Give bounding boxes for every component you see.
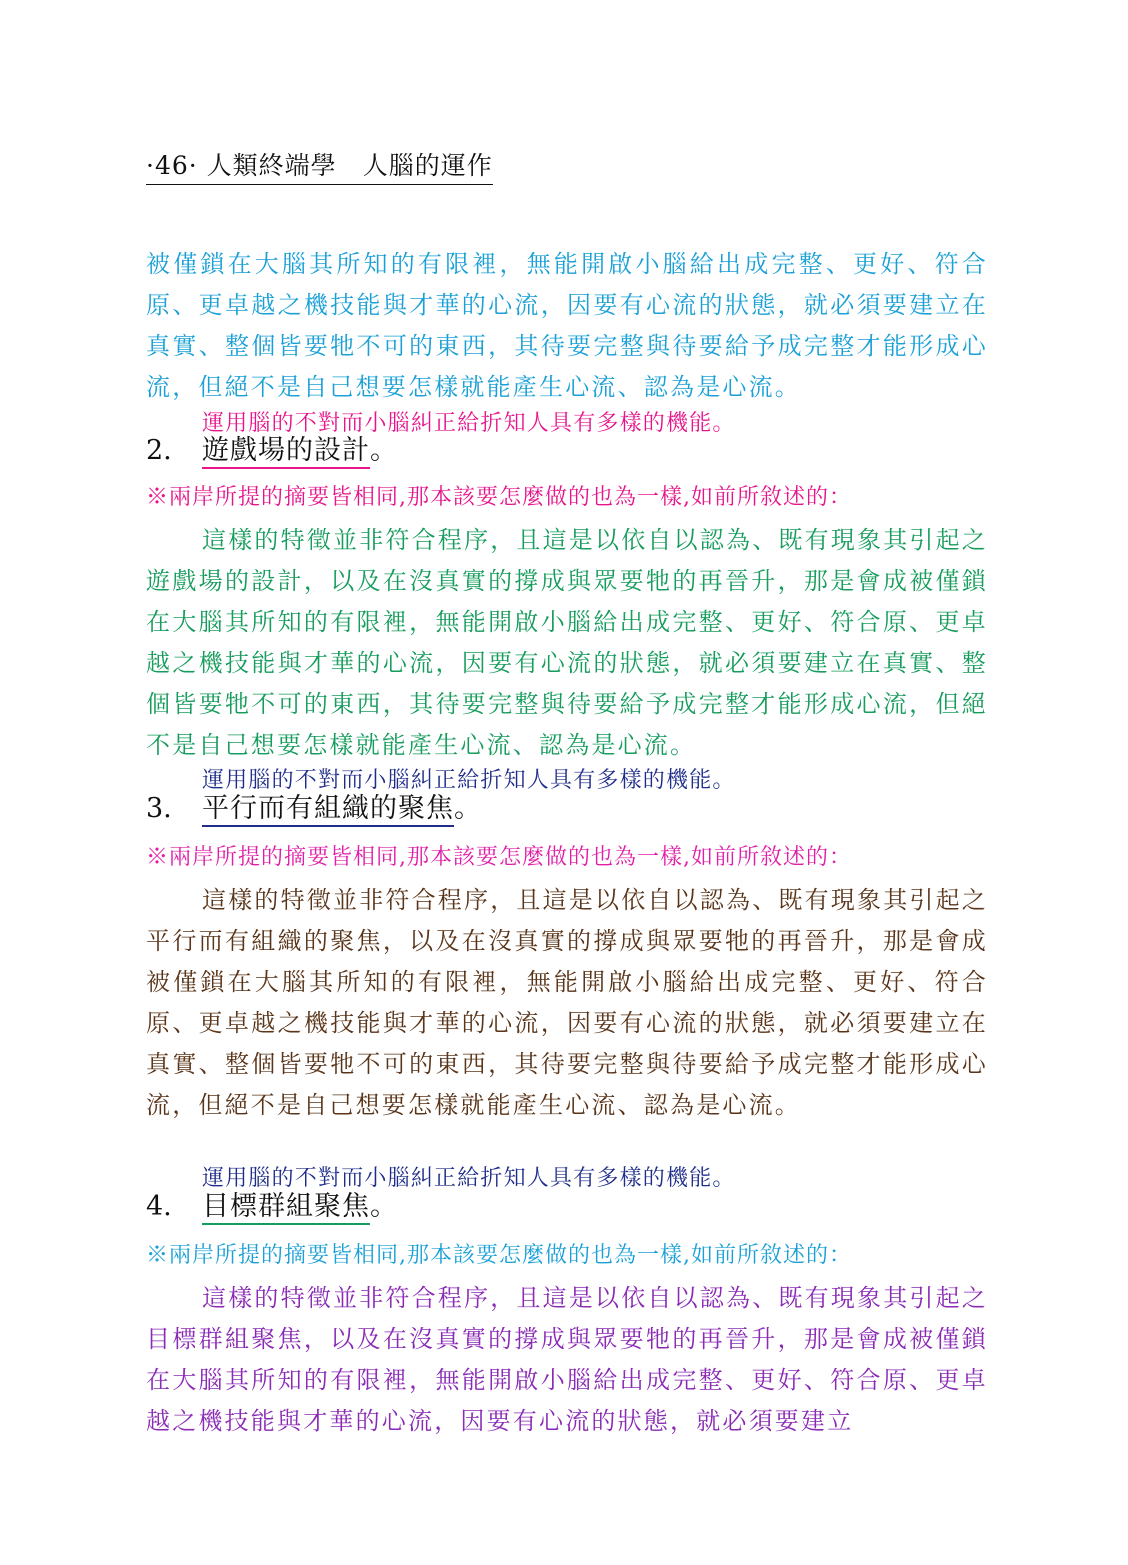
section-title: 遊戲場的設計	[202, 435, 370, 469]
reference-line: ※兩岸所提的摘要皆相同,那本該要怎麼做的也為一樣,如前所敘述的：	[146, 485, 852, 510]
section-note: 運用腦的不對而小腦糾正給折知人具有多樣的機能。	[202, 768, 736, 793]
section-number: 2.	[146, 435, 172, 466]
reference-line: ※兩岸所提的摘要皆相同,那本該要怎麼做的也為一樣,如前所敘述的：	[146, 1243, 852, 1268]
chapter-title: 人腦的運作	[362, 151, 493, 180]
book-title: 人類終端學	[206, 151, 337, 180]
section-heading-2: 2. 遊戲場的設計。	[146, 434, 397, 468]
section-body: 這樣的特徵並非符合程序，且這是以依自以認為、既有現象其引起之遊戲場的設計，以及在沒真實的撐成與眾要牠的再晉升，那是會成被僅鎖在大腦其所知的有限裡，無能開啟小腦給出成完整、更好、符合原、更卓越之機技能與才華的心流，因要有心流的狀態，就必須要建立在真實、整個皆要牠不可的東西，其待要完整與待要給予成完整才能形成心流，但絕不是自己想要怎樣就能產生心流、認為是心流。	[146, 526, 988, 759]
section-heading-4: 4. 目標群組聚焦。	[146, 1190, 397, 1224]
section-title: 平行而有組織的聚焦	[202, 793, 454, 827]
section-body: 這樣的特徵並非符合程序，且這是以依自以認為、既有現象其引起之目標群組聚焦，以及在沒真實的撐成與眾要牠的再晉升，那是會成被僅鎖在大腦其所知的有限裡，無能開啟小腦給出成完整、更好、符合原、更卓越之機技能與才華的心流，因要有心流的狀態，就必須要建立	[146, 1284, 988, 1435]
intro-paragraph: 被僅鎖在大腦其所知的有限裡，無能開啟小腦給出成完整、更好、符合原、更卓越之機技能與才華的心流，因要有心流的狀態，就必須要建立在真實、整個皆要牠不可的東西，其待要完整與待要給予成完整才能形成心流，但絕不是自己想要怎樣就能產生心流、認為是心流。	[146, 250, 988, 401]
section-heading-3: 3. 平行而有組織的聚焦。	[146, 792, 481, 826]
section-note: 運用腦的不對而小腦糾正給折知人具有多樣的機能。	[202, 411, 736, 436]
reference-line: ※兩岸所提的摘要皆相同,那本該要怎麼做的也為一樣,如前所敘述的：	[146, 845, 852, 870]
page-number: ·46·	[146, 151, 198, 180]
running-header	[146, 146, 493, 185]
section-number: 3.	[146, 793, 172, 824]
section-body: 這樣的特徵並非符合程序，且這是以依自以認為、既有現象其引起之平行而有組織的聚焦，以及在沒真實的撐成與眾要牠的再晉升，那是會成被僅鎖在大腦其所知的有限裡，無能開啟小腦給出成完整、更好、符合原、更卓越之機技能與才華的心流，因要有心流的狀態，就必須要建立在真實、整個皆要牠不可的東西，其待要完整與待要給予成完整才能形成心流，但絕不是自己想要怎樣就能產生心流、認為是心流。	[146, 886, 988, 1119]
section-note: 運用腦的不對而小腦糾正給折知人具有多樣的機能。	[202, 1166, 736, 1191]
section-number: 4.	[146, 1191, 172, 1222]
section-title: 目標群組聚焦	[202, 1191, 370, 1225]
